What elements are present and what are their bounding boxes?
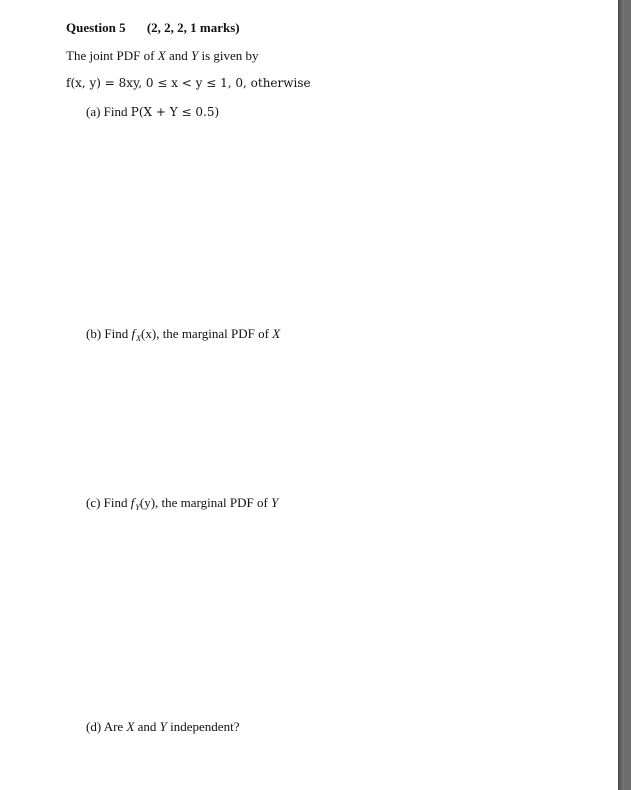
- intro-and: and: [165, 48, 191, 63]
- part-d-label: (d) Are: [86, 719, 127, 734]
- pdf-definition: f(x, y) = 8xy, 0 ≤ x < y ≤ 1, 0, otherwise: [66, 76, 311, 90]
- part-d-after: independent?: [166, 719, 240, 734]
- question-header: [66, 20, 240, 36]
- part-c-after: , the marginal PDF of: [155, 495, 272, 510]
- part-d-and: and: [134, 719, 160, 734]
- part-c-func: f: [130, 495, 135, 510]
- part-a-label: (a) Find: [86, 104, 131, 119]
- part-b-after: , the marginal PDF of: [156, 326, 273, 341]
- intro-var-x: X: [157, 48, 166, 63]
- intro-before: The joint PDF of: [66, 48, 158, 63]
- part-c-var: Y: [271, 495, 279, 510]
- part-b: [86, 326, 280, 343]
- part-d-var-x: X: [126, 719, 135, 734]
- part-b-var: X: [272, 326, 281, 341]
- marks-allocation: (2, 2, 2, 1 marks): [146, 20, 240, 35]
- part-a: [86, 104, 219, 120]
- part-b-arg: (x): [141, 326, 157, 341]
- part-c: [86, 495, 278, 512]
- intro-after: is given by: [198, 48, 259, 63]
- part-d-var-y: Y: [159, 719, 167, 734]
- intro-text: [66, 48, 259, 64]
- part-c-label: (c) Find: [86, 495, 131, 510]
- page-edge-shadow: [618, 0, 624, 790]
- part-b-func: f: [131, 326, 136, 341]
- part-c-sub: Y: [135, 503, 140, 512]
- intro-var-y: Y: [190, 48, 199, 63]
- part-a-math: P(X + Y ≤ 0.5): [130, 105, 220, 119]
- part-b-sub: X: [136, 334, 142, 343]
- part-c-arg: (y): [139, 495, 156, 510]
- part-b-label: (b) Find: [86, 326, 132, 341]
- part-d: [86, 719, 239, 735]
- question-number: Question 5: [66, 20, 126, 35]
